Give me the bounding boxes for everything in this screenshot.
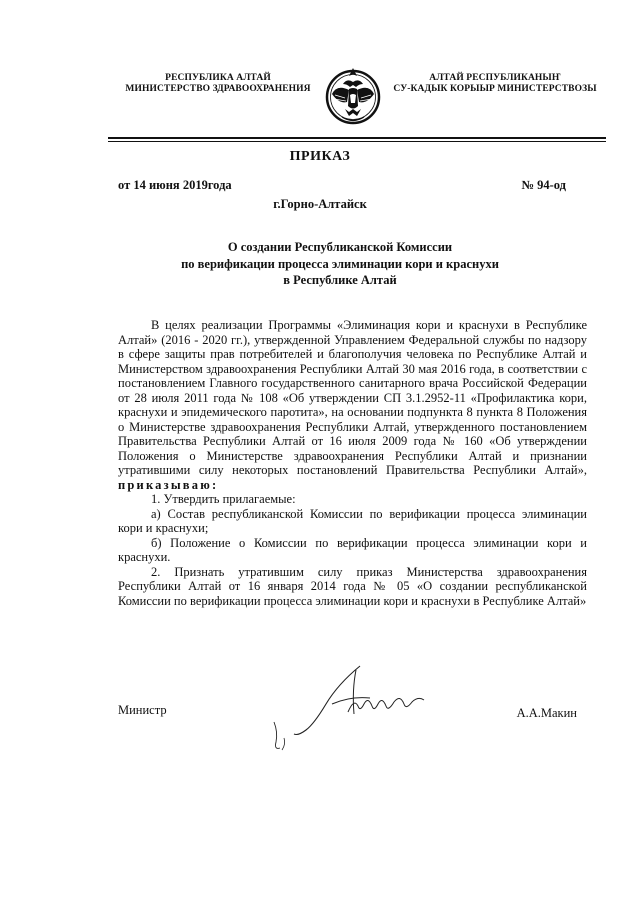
header-left-line1: РЕСПУБЛИКА АЛТАЙ	[165, 73, 271, 83]
order-number: № 94-од	[521, 178, 566, 192]
subject-line3: в Республике Алтай	[283, 273, 397, 287]
subject-line2: по верификации процесса элиминации кори и краснухи	[181, 256, 499, 271]
order-city: г.Горно-Алтайск	[273, 197, 367, 211]
item-1b: б) Положение о Комиссии по верификации процесса элиминации кори и краснухи.	[118, 535, 587, 564]
header-divider-thick	[108, 137, 606, 139]
header-right-line2: СУ-КАДЫК КОРЫЫР МИНИСТЕРСТВОЗЫ	[393, 84, 597, 94]
coat-of-arms-emblem-icon	[325, 64, 381, 130]
header-divider-thin	[108, 141, 606, 142]
handwritten-signature-icon	[268, 660, 436, 752]
ministry-header-altai	[385, 73, 605, 95]
item-1a: а) Состав республиканской Комиссии по верификации процесса элиминации кори и краснухи;	[118, 506, 587, 535]
order-keyword: приказываю:	[118, 477, 219, 492]
header-left-line2: МИНИСТЕРСТВО ЗДРАВООХРАНЕНИЯ	[125, 84, 311, 94]
order-subject	[100, 239, 580, 289]
item-2: 2. Признать утратившим силу приказ Министерства здравоохранения Республики Алтай от 16 января 2014 года № 05 «О создании республиканской Комиссии по верификации процесса элиминации кори и краснухи в Республике Алтай»	[118, 564, 587, 608]
subject-line1: О создании Республиканской Комиссии	[227, 240, 453, 254]
signatory-name: А.А.Макин	[516, 706, 577, 720]
signatory-role: Министр	[118, 703, 167, 717]
preamble-text: В целях реализации Программы «Элиминация кори и краснухи в Республике Алтай» (2016 - 2020 гг.), утвержденной Управлением Федеральной службы по надзору в сфере защиты прав потребителей и благополучия человека по Республике Алтай и Министерством здравоохранения Республики Алтай 30 мая 2016 года, в соответствии с постановлением Главного государственного санитарного врача Российской Федерации от 28 июля 2011 года № 108 «Об утверждении СП 3.1.2952-11 «Профилактика кори, краснухи и эпидемического паротита», на основании подпункта 8 пункта 8 Положения о Министерстве здравоохранения Республики Алтай, утвержденного постановлением Правительства Республики Алтай от 16 июля 2009 года № 160 «Об утверждении Положения о Министерстве здравоохранения Республики Алтай и признании утратившими силу некоторых постановлений Правительства Республики Алтай»,	[118, 318, 587, 477]
order-body	[118, 318, 587, 608]
preamble-paragraph	[118, 318, 587, 492]
document-title: ПРИКАЗ	[289, 149, 351, 164]
order-date: от 14 июня 2019года	[118, 178, 232, 192]
header-right-line1: АЛТАЙ РЕСПУБЛИКАНЫҤ	[429, 73, 561, 83]
item-1: 1. Утвердить прилагаемые:	[151, 492, 296, 506]
ministry-header-russian	[108, 73, 328, 95]
